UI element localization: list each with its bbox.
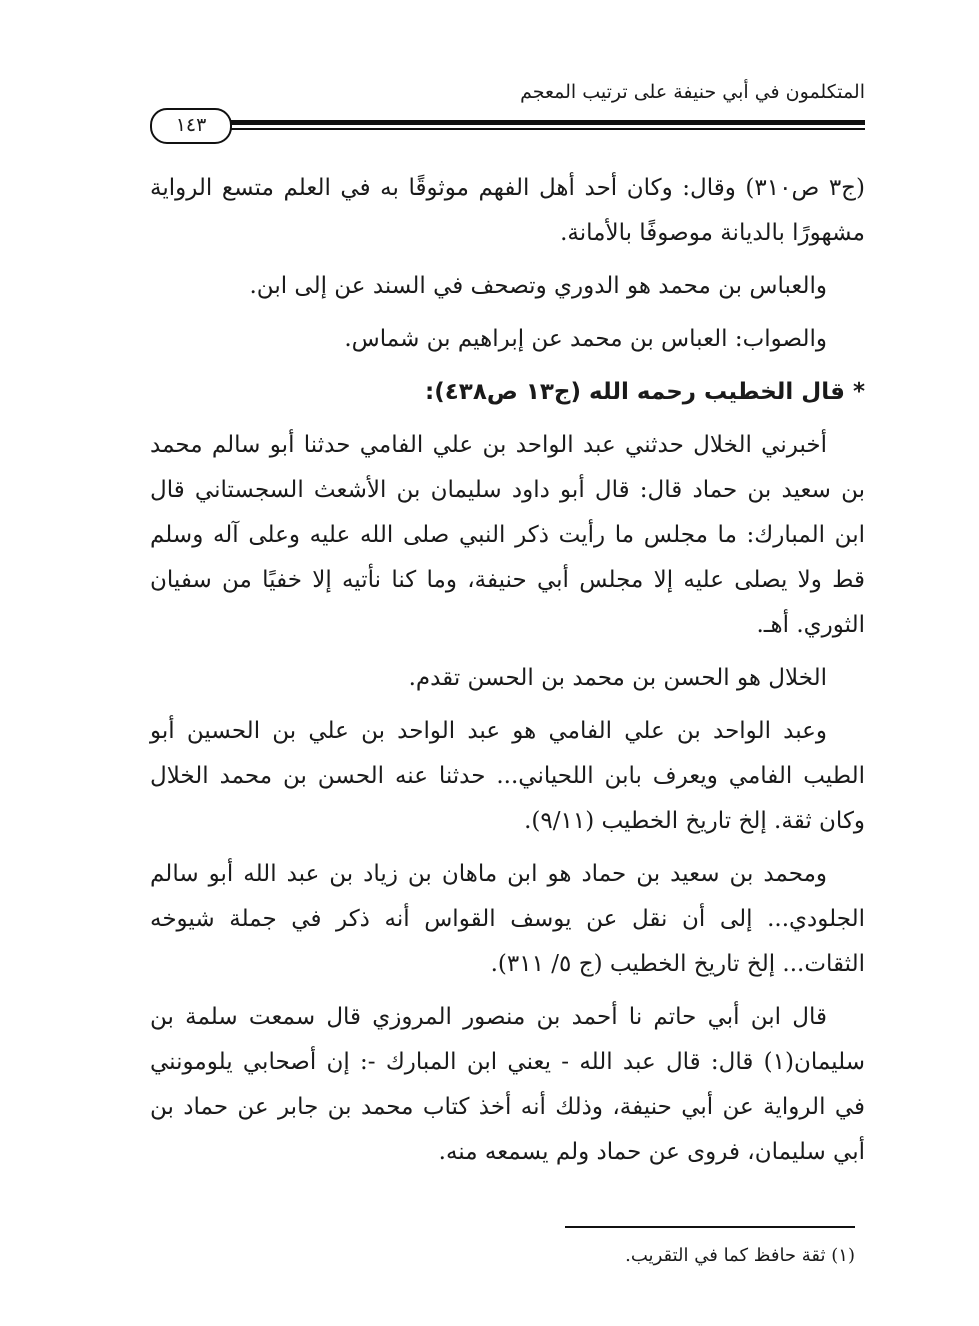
running-title: المتكلمون في أبي حنيفة على ترتيب المعجم: [520, 81, 865, 103]
paragraph-7: ومحمد بن سعيد بن حماد هو ابن ماهان بن زياد بن عبد الله أبو سالم الجلودي... إلى أن نقل عن يوسف القواس أنه ذكر في جملة شيوخه الثقات... إلخ تاريخ الخطيب (ج ٥/ ٣١١).: [150, 861, 865, 977]
paragraph-1: (ج٣ ص٣١٠) وقال: وكان أحد أهل الفهم موثوقًا به في العلم متسع الرواية مشهورًا بالديانة موصوفًا بالأمانة.: [150, 175, 865, 246]
header-rule-thick: [200, 120, 865, 125]
paragraph-8: قال ابن أبي حاتم نا أحمد بن منصور المروزي قال سمعت سلمة بن سليمان(١) قال: قال عبد الله - يعني ابن المبارك -: إن أصحابي يلومونني في الرواية عن أبي حنيفة، وذلك أنه أخذ كتاب محمد بن جابر عن حماد بن أبي سليمان، فروى عن حماد ولم يسمعه منه.: [150, 1004, 865, 1165]
footnote: (١) ثقة حافظ كما في التقريب.: [625, 1245, 855, 1266]
heading-text: قال الخطيب رحمه الله (ج١٣ ص٤٣٨):: [425, 379, 845, 405]
paragraph-6: وعبد الواحد بن علي الفامي هو عبد الواحد بن علي بن الحسين أبو الطيب الفامي ويعرف بابن اللحياني... حدثنا عنه الحسن بن محمد الخلال وكان ثقة. إلخ تاريخ الخطيب (٩/١١).: [150, 718, 865, 834]
star-marker: *: [852, 379, 865, 405]
paragraph-5: الخلال هو الحسن بن محمد بن الحسن تقدم.: [408, 665, 827, 691]
paragraph-2: والعباس بن محمد هو الدوري وتصحف في السند عن إلى ابن.: [249, 273, 827, 299]
paragraph-3: والصواب: العباس بن محمد عن إبراهيم بن شماس.: [344, 326, 827, 352]
paragraph-4: أخبرني الخلال حدثني عبد الواحد بن علي الفامي حدثنا أبو سالم محمد بن سعيد بن حماد قال: قال أبو داود سليمان بن الأشعث السجستاني قال ابن المبارك: ما مجلس ما رأيت ذكر النبي صلى الله عليه وعلى آله وسلم قط ولا يصلى عليه إلا مجلس أبي حنيفة، وما كنا نأتيه إلا خفيًا من سفيان الثوري. أهـ.: [150, 432, 865, 638]
section-heading: [150, 370, 865, 415]
footnote-rule: [565, 1226, 855, 1228]
page-number: ١٤٣: [150, 108, 232, 144]
main-text: [150, 166, 865, 1175]
header-rule-thin: [200, 128, 865, 130]
